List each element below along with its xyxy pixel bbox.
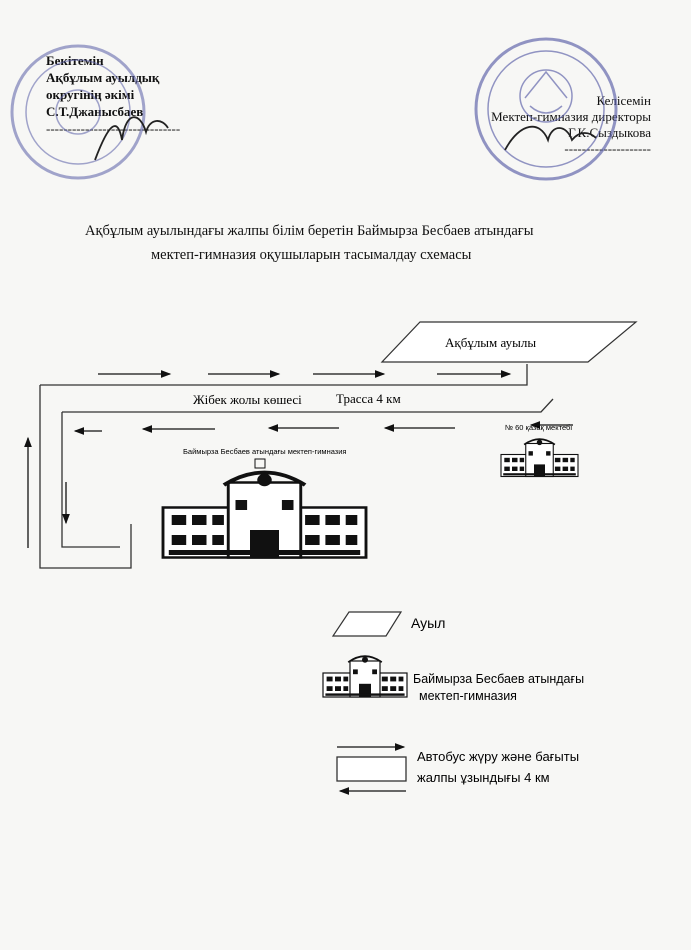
legend-village-shape [333,612,401,636]
agreement-line-3: Г.К.Сыздыкова [568,125,651,140]
small-school-label: № 60 қазақ мектебі [505,423,572,432]
approval-line-1: Бекітемін [46,53,104,68]
approval-line-2: Ақбұлым ауылдық [46,70,160,85]
approval-signature-line: ------------------------------- [46,121,181,136]
legend-bus-line-2: жалпы ұзындығы 4 км [417,770,550,785]
right-signature [505,127,596,150]
title-line-1: Ақбұлым ауылындағы жалпы білім беретін Баймырза Бесбаев атындағы [85,223,534,239]
road-label: Жібек жолы көшесі [193,392,302,407]
legend-village-text: Ауыл [411,615,446,631]
agreement-line-1: Келісемін [596,93,651,108]
legend-school-line-1: Баймырза Бесбаев атындағы [413,672,585,686]
legend-bus-line-1: Автобус жүру және бағыты [417,749,580,764]
left-signature [95,117,168,160]
title-line-2: мектеп-гимназия оқушыларын тасымалдау схемасы [151,247,472,263]
agreement-signature-line: -------------------- [564,141,651,156]
right-stamp [476,39,616,179]
legend-school-icon [323,656,407,697]
main-school-label: Баймырза Бесбаев атындағы мектеп-гимназия [183,447,347,456]
small-school-icon [501,439,578,476]
legend-school-line-2: мектеп-гимназия [419,689,517,703]
village-label: Ақбұлым ауылы [445,335,537,350]
route-label: Трасса 4 км [336,391,401,406]
legend-bus-arrows [337,747,406,791]
main-school-icon [163,473,366,558]
agreement-line-2: Мектеп-гимназия директоры [491,109,651,124]
left-stamp [12,46,144,178]
approval-line-3: округінің әкімі [46,87,135,102]
approval-line-4: С.Т.Джаныcбаев [46,104,144,119]
